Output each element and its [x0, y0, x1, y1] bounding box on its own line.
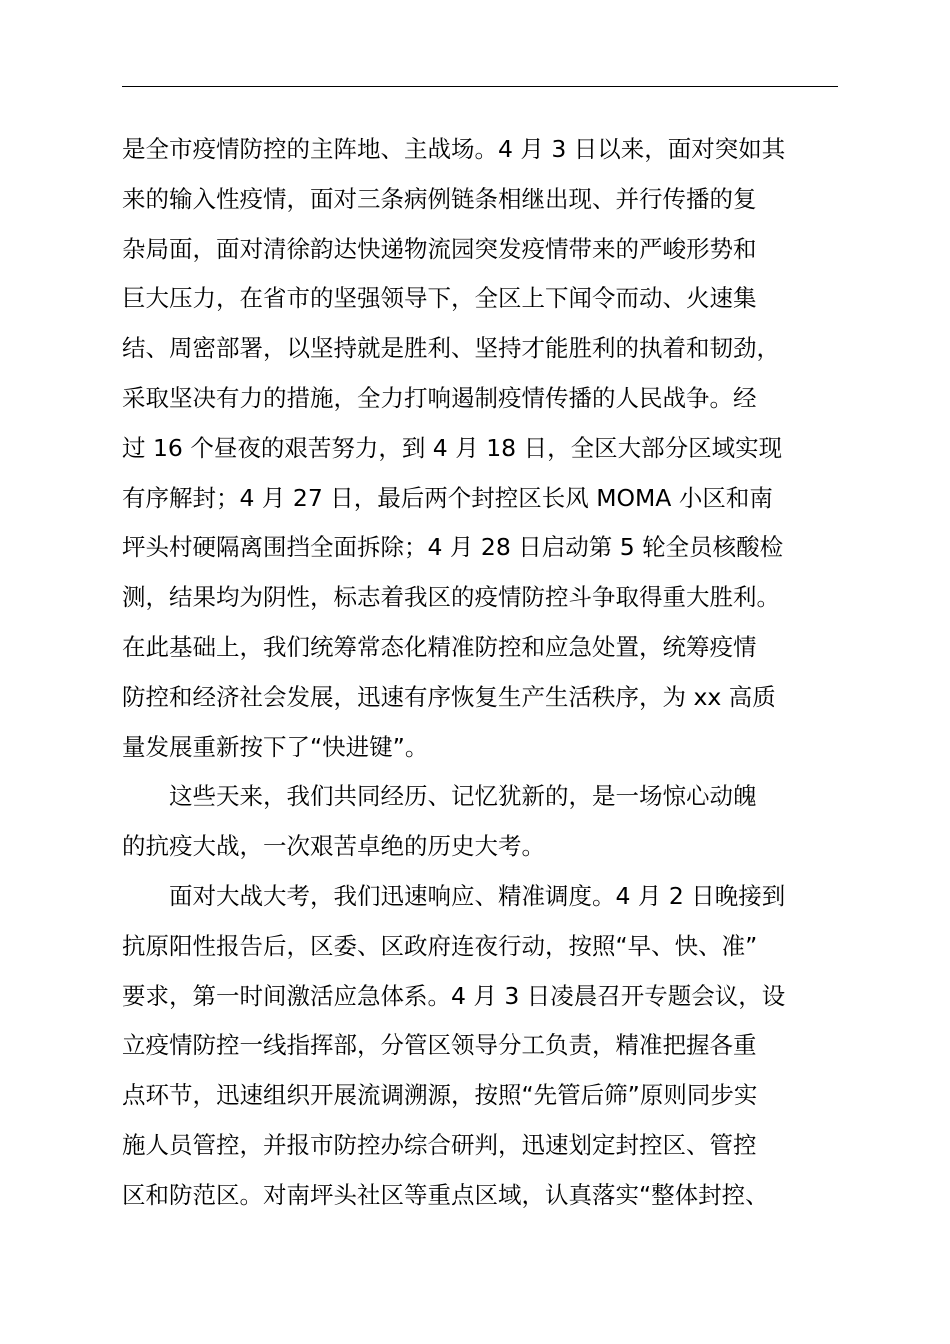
text-line: 点环节，迅速组织开展流调溯源，按照“先管后筛”原则同步实 [122, 1081, 758, 1110]
text-line: 量发展重新按下了“快进键”。 [122, 732, 429, 761]
text-line: 立疫情防控一线指挥部，分管区领导分工负责，精准把握各重 [122, 1031, 757, 1060]
header-rule [122, 86, 838, 87]
text-line: 是全市疫情防控的主阵地、主战场。4 月 3 日以来，面对突如其 [122, 135, 786, 163]
text-line: 要求，第一时间激活应急体系。4 月 3 日凌晨召开专题会议，设 [122, 981, 786, 1010]
text-line: 采取坚决有力的措施，全力打响遏制疫情传播的人民战争。经 [122, 383, 757, 412]
text-line: 面对大战大考，我们迅速响应、精准调度。4 月 2 日晚接到 [122, 881, 786, 910]
text-line: 这些天来，我们共同经历、记忆犹新的，是一场惊心动魄 [122, 782, 757, 811]
text-line: 的抗疫大战，一次艰苦卓绝的历史大考。 [122, 832, 545, 861]
text-line: 结、周密部署，以坚持就是胜利、坚持才能胜利的执着和韧劲， [122, 334, 780, 363]
text-line: 在此基础上，我们统筹常态化精准防控和应急处置，统筹疫情 [122, 632, 757, 661]
text-line: 抗原阳性报告后，区委、区政府连夜行动，按照“早、快、准” [122, 931, 758, 960]
text-line: 施人员管控，并报市防控办综合研判，迅速划定封控区、管控 [122, 1130, 757, 1159]
text-line: 区和防范区。对南坪头社区等重点区域，认真落实“整体封控、 [122, 1180, 769, 1209]
text-line: 坪头村硬隔离围挡全面拆除；4 月 28 日启动第 5 轮全员核酸检 [122, 533, 784, 562]
text-line: 防控和经济社会发展，迅速有序恢复生产生活秩序，为 xx 高质 [122, 682, 776, 711]
text-line: 过 16 个昼夜的艰苦努力，到 4 月 18 日，全区大部分区域实现 [122, 433, 783, 462]
text-line: 测，结果均为阴性，标志着我区的疫情防控斗争取得重大胜利。 [122, 583, 780, 612]
text-line: 有序解封；4 月 27 日，最后两个封控区长风 MOMA 小区和南 [122, 483, 773, 512]
text-line: 杂局面，面对清徐韵达快递物流园突发疫情带来的严峻形势和 [122, 234, 757, 263]
text-line: 来的输入性疫情，面对三条病例链条相继出现、并行传播的复 [122, 184, 757, 213]
text-line: 巨大压力，在省市的坚强领导下，全区上下闻令而动、火速集 [122, 284, 757, 313]
body-text [122, 125, 862, 1221]
